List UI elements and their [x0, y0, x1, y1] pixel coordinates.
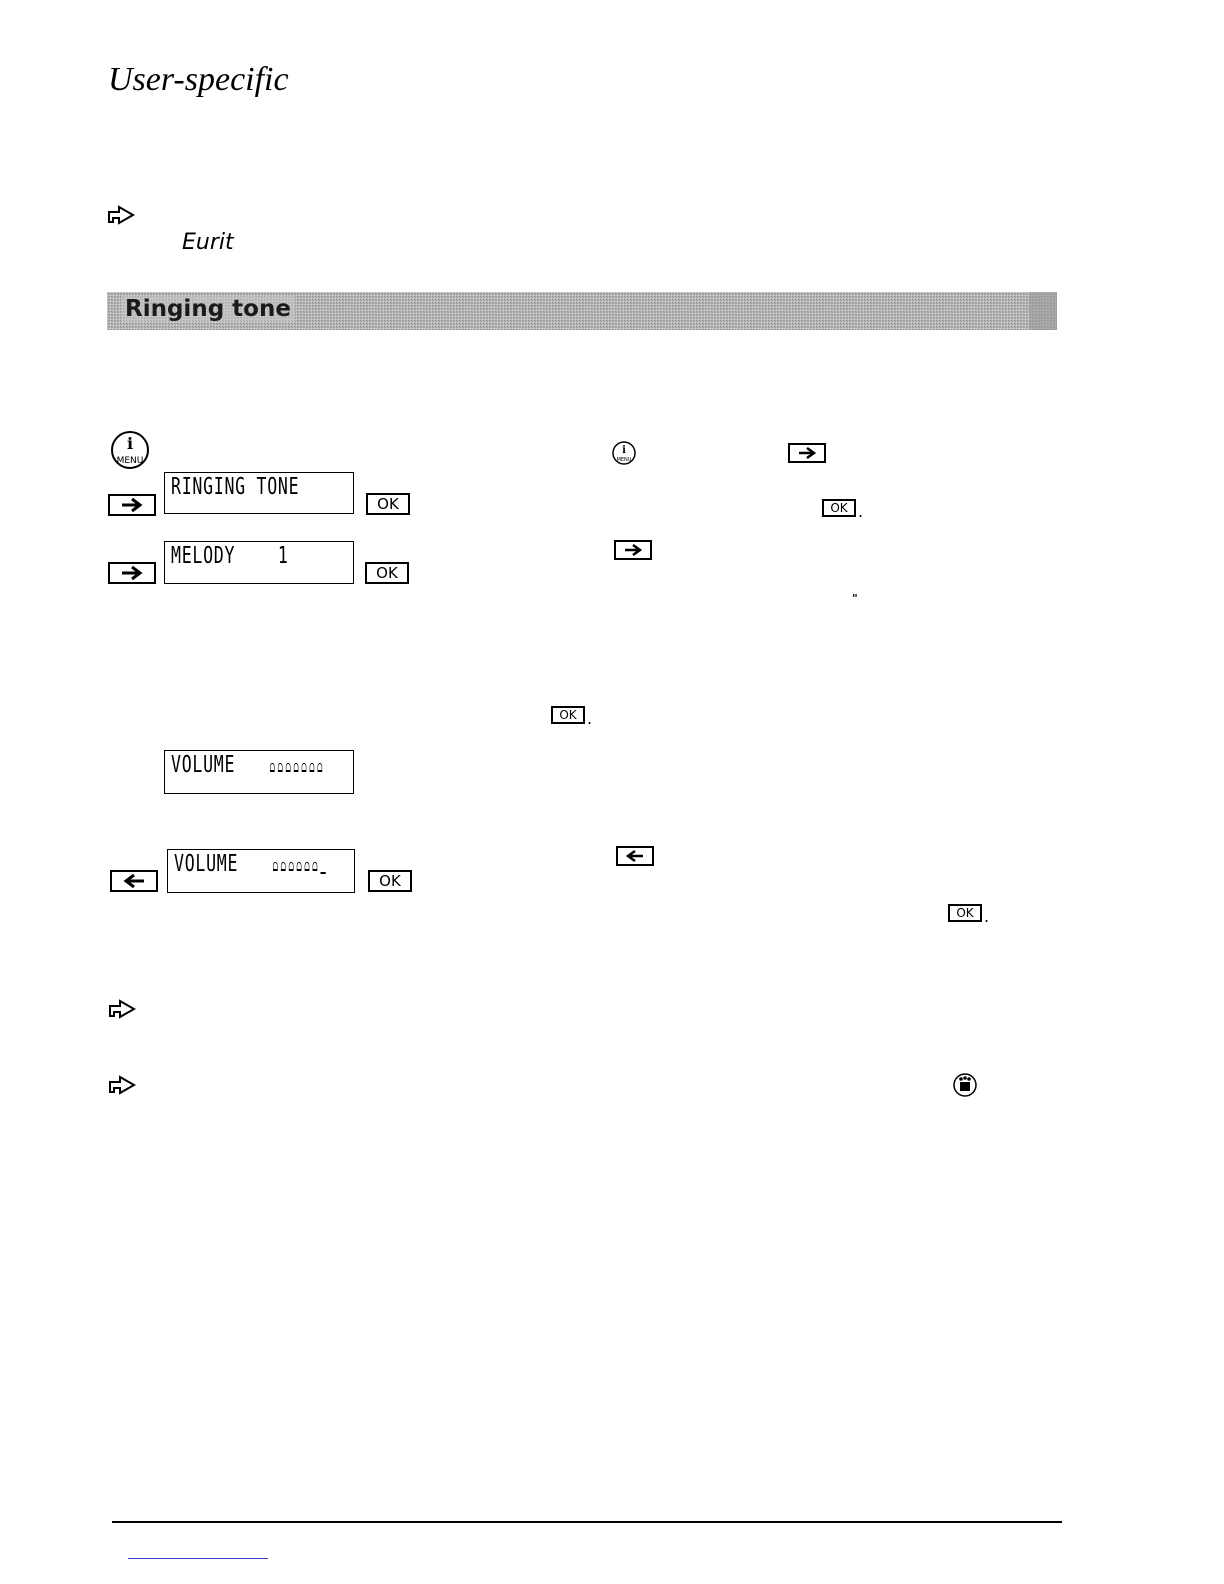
display-melody-text: MELODY 1	[171, 543, 289, 569]
period: .	[858, 502, 864, 521]
volume-bar-filled	[270, 763, 275, 772]
display-ringing-tone-text: RINGING TONE	[171, 474, 300, 500]
volume-bar-filled	[289, 862, 294, 871]
display-melody	[164, 541, 354, 584]
volume-bar-filled	[305, 862, 310, 871]
right-arrow-key-icon	[108, 494, 156, 516]
page-title: User-specific	[108, 61, 289, 98]
display-volume-reduced-text: VOLUME	[174, 851, 239, 877]
footer-link-underline	[128, 1558, 268, 1559]
volume-bar-filled	[297, 862, 302, 871]
quote-mark: "	[852, 592, 858, 605]
volume-bars-full	[270, 751, 325, 779]
volume-bars-reduced	[273, 850, 328, 878]
display-volume-full	[164, 750, 354, 794]
menu-key-small-label: MENU	[616, 457, 632, 463]
display-volume-reduced	[167, 849, 355, 893]
volume-bar-filled	[302, 763, 307, 772]
left-arrow-key-small-icon	[616, 846, 654, 866]
volume-bar-filled	[310, 763, 315, 772]
ok-key: OK	[365, 562, 409, 584]
volume-bar-filled	[318, 763, 323, 772]
phonebook-key-icon	[952, 1072, 978, 1098]
menu-key-small-icon	[610, 440, 638, 466]
display-ringing-tone	[164, 472, 354, 514]
right-arrow-key-icon	[108, 562, 156, 584]
right-arrow-key-small-icon	[614, 540, 652, 560]
menu-key-i: i	[126, 434, 134, 453]
ok-key-small: OK	[822, 499, 856, 517]
left-arrow-key-icon	[110, 870, 158, 892]
note-arrow-icon	[108, 998, 138, 1020]
section-title: Ringing tone	[121, 296, 295, 322]
ok-key: OK	[368, 870, 412, 892]
note-arrow-icon	[108, 1074, 138, 1096]
note-text: Eurit	[182, 230, 234, 255]
volume-bar-filled	[294, 763, 299, 772]
ok-key: OK	[366, 493, 410, 515]
volume-bar-filled	[273, 862, 278, 871]
menu-key-label: MENU	[116, 456, 144, 466]
note-arrow-icon	[107, 204, 137, 226]
volume-bar-empty	[321, 872, 326, 874]
volume-bar-filled	[278, 763, 283, 772]
display-volume-full-text: VOLUME	[171, 752, 236, 778]
period: .	[587, 709, 593, 728]
volume-bar-filled	[281, 862, 286, 871]
ok-key-small: OK	[551, 706, 585, 724]
banner-end-shade	[1029, 292, 1057, 330]
volume-bar-filled	[313, 862, 318, 871]
period: .	[984, 907, 990, 926]
volume-bar-filled	[286, 763, 291, 772]
section-banner	[107, 292, 1057, 330]
menu-key-small-i: i	[622, 445, 626, 456]
right-arrow-key-small-icon	[788, 443, 826, 463]
ok-key-small: OK	[948, 904, 982, 922]
menu-key-icon	[108, 430, 154, 470]
footer-rule	[112, 1521, 1062, 1523]
